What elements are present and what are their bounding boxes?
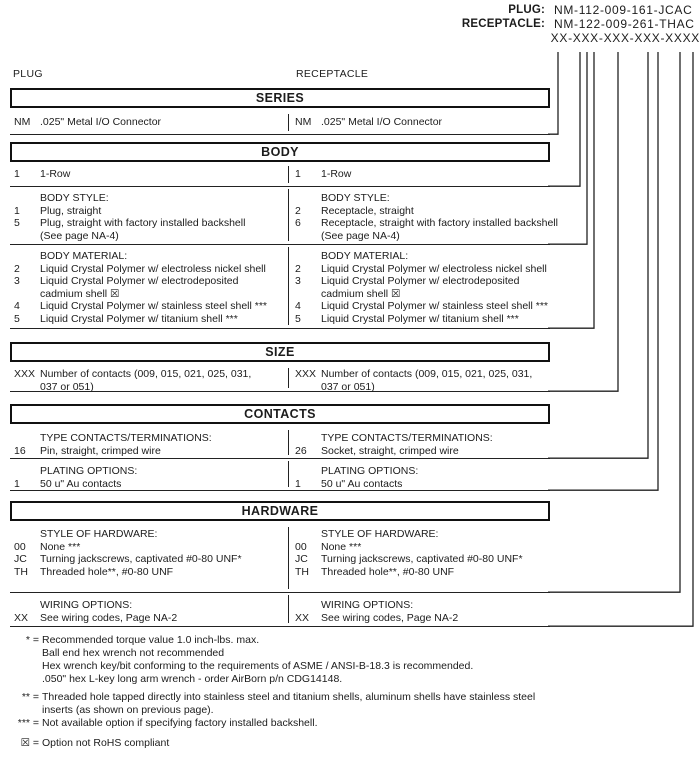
option-group-header: WIRING OPTIONS:	[40, 599, 133, 611]
option-row	[10, 275, 288, 288]
option-row	[10, 478, 288, 491]
option-code: 3	[14, 275, 20, 288]
option-desc: .025" Metal I/O Connector	[40, 116, 162, 128]
option-code: NM	[295, 116, 312, 128]
receptacle-column-label: RECEPTACLE	[296, 68, 369, 80]
option-row	[288, 300, 598, 313]
option-desc: Socket, straight, crimped wire	[321, 444, 459, 457]
option-code: 00	[295, 540, 307, 553]
footnote-marker: **	[21, 691, 30, 703]
footnote-line: Not available option if specifying factory installed backshell.	[42, 717, 318, 729]
option-row	[10, 313, 288, 326]
plug-column-label: PLUG	[13, 68, 43, 80]
option-desc: Threaded hole**, #0-80 UNF	[40, 565, 174, 578]
body-material-block	[10, 245, 550, 329]
option-row	[288, 116, 598, 129]
option-desc: 50 u" Au contacts	[321, 477, 403, 490]
option-desc: Liquid Crystal Polymer w/ titanium shell ***	[321, 312, 519, 325]
plug-part-number-value: NM-112-009-161-JCAC	[554, 3, 693, 17]
option-desc: See wiring codes, Page NA-2	[40, 611, 178, 624]
hardware-style-block	[10, 525, 550, 593]
option-row	[10, 300, 288, 313]
option-code: XXX	[14, 368, 36, 380]
option-row	[10, 230, 288, 243]
option-code: 2	[14, 262, 20, 275]
size-block	[10, 366, 550, 392]
option-desc: 1-Row	[40, 168, 71, 180]
option-desc: cadmium shell ☒	[321, 287, 401, 300]
option-row	[288, 205, 598, 218]
option-desc: (See page NA-4)	[321, 229, 400, 242]
footnote-line: Option not RoHS compliant	[42, 737, 170, 749]
option-code: 5	[295, 312, 301, 325]
option-desc: Liquid Crystal Polymer w/ stainless steel shell ***	[40, 300, 268, 313]
option-desc: 037 or 051)	[321, 380, 375, 393]
option-row	[288, 445, 598, 458]
footnote-line: Ball end hex wrench not recommended	[42, 647, 225, 659]
option-row	[10, 445, 288, 458]
section-header-hardware: HARDWARE	[10, 501, 550, 521]
option-row	[10, 116, 288, 129]
footnote-line: Recommended torque value 1.0 inch-lbs. max.	[42, 634, 260, 646]
plating-block	[10, 459, 550, 491]
option-row	[10, 217, 288, 230]
footnote-line: inserts (as shown on previous page).	[42, 704, 214, 716]
option-row	[288, 478, 598, 491]
footnote-line: .050" hex L-key long arm wrench - order AirBorn p/n CDG14148.	[42, 673, 343, 685]
option-desc: 1-Row	[321, 168, 352, 180]
option-group-header: WIRING OPTIONS:	[321, 599, 414, 611]
option-code: 2	[295, 204, 301, 217]
footnote: ** = Threaded hole tapped directly into stainless steel and titanium shells, aluminum shells have stainless steel inserts (as shown on previous page).	[10, 691, 698, 717]
option-desc: cadmium shell ☒	[40, 287, 120, 300]
option-group-header: PLATING OPTIONS:	[40, 465, 138, 477]
option-row	[288, 553, 598, 566]
option-desc: Liquid Crystal Polymer w/ electroless nickel shell	[40, 262, 266, 275]
not-rohs-icon: ☒	[20, 737, 30, 749]
option-row	[10, 263, 288, 276]
part-number-template-value: XX-XXX-XXX-XXX-XXXX	[550, 31, 700, 45]
option-code: TH	[295, 565, 309, 578]
option-code: XX	[14, 611, 29, 624]
option-code: 26	[295, 444, 307, 457]
option-row	[10, 288, 288, 301]
option-group-header: BODY MATERIAL:	[321, 250, 409, 262]
option-row	[288, 566, 598, 579]
option-row	[288, 612, 598, 625]
receptacle-part-number-value: NM-122-009-261-THAC	[554, 17, 695, 31]
option-group-header: BODY MATERIAL:	[40, 250, 128, 262]
section-header-contacts: CONTACTS	[10, 404, 550, 424]
receptacle-part-number-label: RECEPTACLE:	[461, 18, 545, 30]
option-code: 5	[14, 217, 20, 230]
option-code: 3	[295, 275, 301, 288]
plug-part-number-row	[380, 3, 700, 17]
option-row	[10, 381, 288, 394]
option-desc: .025" Metal I/O Connector	[321, 116, 443, 128]
option-code: 1	[295, 168, 301, 180]
option-row	[288, 313, 598, 326]
option-desc: None ***	[40, 540, 81, 553]
option-code: 1	[14, 204, 20, 217]
option-code: TH	[14, 565, 28, 578]
option-code: JC	[14, 553, 27, 566]
option-desc: None ***	[321, 540, 362, 553]
wiring-block	[10, 593, 550, 627]
option-row	[10, 168, 288, 181]
footnote: * = Recommended torque value 1.0 inch-lbs. max. Ball end hex wrench not recommended Hex wrench key/bit conforming to the requirements of ASME / ANSI-B-18.3 is recommended. .050" hex L-key long arm wrench - order AirBorn p/n CDG14148.	[10, 634, 698, 686]
footnote: ☒ = Option not RoHS compliant	[10, 737, 698, 750]
option-row	[10, 566, 288, 579]
option-group-header: BODY STYLE:	[321, 192, 390, 204]
option-row	[288, 230, 598, 243]
footnote-line: Threaded hole tapped directly into stainless steel and titanium shells, aluminum shells have stainless steel	[42, 691, 536, 703]
option-code: XX	[295, 611, 310, 624]
receptacle-part-number-row	[380, 17, 700, 31]
body-row-block	[10, 164, 550, 187]
option-code: 16	[14, 444, 26, 457]
series-block	[10, 112, 550, 135]
option-row	[288, 381, 598, 394]
option-row	[288, 288, 598, 301]
option-group-header: STYLE OF HARDWARE:	[40, 528, 158, 540]
option-group-header: TYPE CONTACTS/TERMINATIONS:	[40, 432, 212, 444]
option-desc: Turning jackscrews, captivated #0-80 UNF*	[40, 553, 242, 566]
option-desc: 037 or 051)	[40, 380, 94, 393]
option-code: 4	[295, 300, 301, 313]
option-desc: Plug, straight with factory installed backshell	[40, 217, 246, 230]
body-style-block	[10, 187, 558, 245]
option-code: 5	[14, 312, 20, 325]
footnote-line: Hex wrench key/bit conforming to the requirements of ASME / ANSI-B-18.3 is recommended.	[42, 660, 474, 672]
option-row	[288, 541, 598, 554]
footnote-marker: ***	[17, 717, 30, 729]
footnote: *** = Not available option if specifying factory installed backshell.	[10, 717, 698, 730]
option-row	[288, 263, 598, 276]
section-header-body: BODY	[10, 142, 550, 162]
option-row	[288, 168, 598, 181]
option-desc: Number of contacts (009, 015, 021, 025, 031,	[321, 368, 533, 380]
option-desc: Turning jackscrews, captivated #0-80 UNF*	[321, 553, 523, 566]
option-desc: Receptacle, straight	[321, 204, 414, 217]
option-group-header: PLATING OPTIONS:	[321, 465, 419, 477]
option-code: 4	[14, 300, 20, 313]
option-code: JC	[295, 553, 308, 566]
section-header-size: SIZE	[10, 342, 550, 362]
option-desc: Pin, straight, crimped wire	[40, 444, 161, 457]
option-row	[10, 205, 288, 218]
option-code: 1	[14, 477, 20, 490]
option-code: 1	[295, 477, 301, 490]
option-group-header: TYPE CONTACTS/TERMINATIONS:	[321, 432, 493, 444]
option-desc: Liquid Crystal Polymer w/ electrodeposited	[321, 275, 520, 288]
option-desc: Liquid Crystal Polymer w/ stainless steel shell ***	[321, 300, 549, 313]
section-header-series: SERIES	[10, 88, 550, 108]
option-code: 2	[295, 262, 301, 275]
option-desc: Liquid Crystal Polymer w/ titanium shell ***	[40, 312, 238, 325]
option-code: 00	[14, 540, 26, 553]
option-row	[288, 368, 598, 381]
option-group-header: BODY STYLE:	[40, 192, 109, 204]
part-number-template-label	[380, 31, 542, 45]
option-row	[10, 612, 288, 625]
option-row	[10, 553, 288, 566]
footnotes	[10, 634, 698, 750]
plug-part-number-label: PLUG:	[508, 4, 545, 16]
option-code: XXX	[295, 368, 317, 380]
option-code: NM	[14, 116, 31, 128]
option-desc: Receptacle, straight with factory installed backshell	[321, 217, 558, 230]
option-desc: (See page NA-4)	[40, 229, 119, 242]
option-code: 6	[295, 217, 301, 230]
option-desc: 50 u" Au contacts	[40, 477, 122, 490]
option-code: 1	[14, 168, 20, 180]
option-desc: See wiring codes, Page NA-2	[321, 611, 459, 624]
part-number-examples	[380, 3, 700, 45]
option-desc: Liquid Crystal Polymer w/ electroless nickel shell	[321, 262, 547, 275]
option-row	[10, 541, 288, 554]
option-group-header: STYLE OF HARDWARE:	[321, 528, 439, 540]
option-desc: Liquid Crystal Polymer w/ electrodeposited	[40, 275, 239, 288]
contacts-type-block	[10, 428, 550, 459]
option-row	[10, 368, 288, 381]
option-row	[288, 217, 598, 230]
option-desc: Plug, straight	[40, 204, 102, 217]
option-row	[288, 275, 598, 288]
footnote-marker: *	[25, 634, 30, 646]
option-desc: Threaded hole**, #0-80 UNF	[321, 565, 455, 578]
part-number-template-row	[380, 31, 700, 45]
option-desc: Number of contacts (009, 015, 021, 025, 031,	[40, 368, 252, 380]
